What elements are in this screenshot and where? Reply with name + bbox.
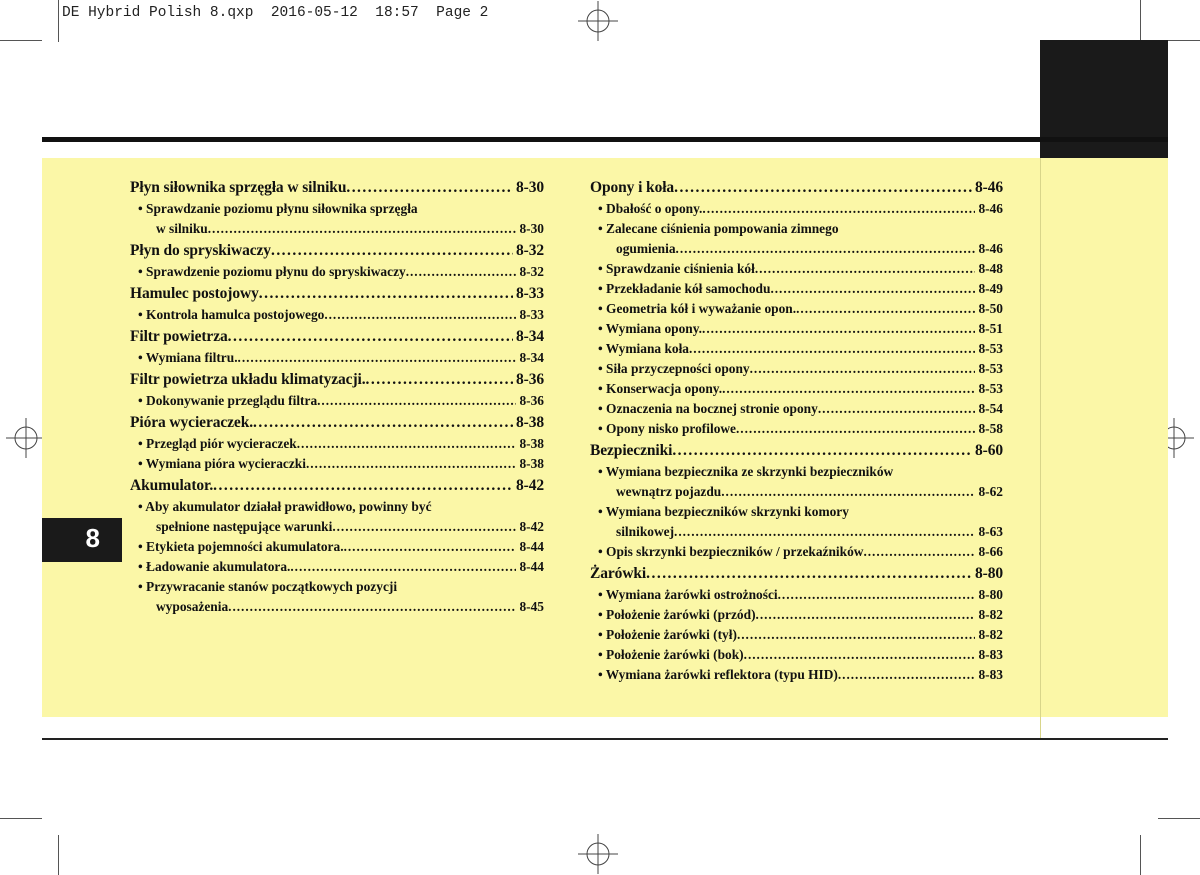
crop-mark — [1140, 835, 1141, 875]
toc-subentry[interactable] — [590, 199, 1003, 219]
dot-leader — [674, 176, 972, 199]
dot-leader — [646, 562, 972, 585]
corner-block — [1040, 40, 1168, 160]
toc-subentry[interactable] — [130, 557, 544, 577]
registration-mark-icon — [6, 418, 46, 458]
top-rule — [42, 137, 1168, 142]
toc-entry-title: • Położenie żarówki (bok) — [598, 647, 744, 662]
registration-mark-icon — [578, 834, 618, 874]
toc-column-left — [130, 176, 544, 617]
toc-page-number: 8-30 — [515, 179, 544, 196]
toc-entry-title: • Wymiana opony. — [598, 321, 703, 336]
toc-page-number: 8-45 — [519, 599, 544, 614]
toc-entry-title: • Przegląd piór wycieraczek — [138, 436, 297, 451]
toc-subentry[interactable] — [590, 605, 1003, 625]
toc-entry-title: • Dbałość o opony. — [598, 201, 703, 216]
toc-entry-title: Akumulator. — [130, 477, 214, 494]
toc-subentry[interactable] — [590, 482, 1003, 502]
toc-subentry[interactable] — [590, 419, 1003, 439]
toc-section-entry[interactable] — [130, 282, 544, 305]
toc-subentry[interactable] — [130, 434, 544, 454]
toc-entry-title: Opony i koła — [590, 179, 675, 196]
toc-page-number: 8-46 — [978, 201, 1003, 216]
toc-entry-title: • Konserwacja opony. — [598, 381, 723, 396]
toc-entry-title: w silniku — [156, 221, 208, 236]
dot-leader — [366, 368, 513, 391]
crop-mark — [0, 818, 42, 819]
toc-page-number: 8-33 — [519, 307, 544, 322]
toc-page-number: 8-42 — [515, 477, 544, 494]
toc-entry-title: • Wymiana koła — [598, 341, 690, 356]
dot-leader — [306, 454, 516, 474]
dot-leader — [238, 348, 517, 368]
toc-page-number: 8-46 — [978, 241, 1003, 256]
toc-subentry[interactable] — [130, 597, 544, 617]
chapter-number: 8 — [85, 523, 100, 553]
toc-entry-title: Filtr powietrza układu klimatyzacji. — [130, 371, 366, 388]
toc-entry-title: • Sprawdzanie poziomu płynu siłownika sprzęgła — [138, 201, 418, 216]
toc-page-number: 8-83 — [978, 647, 1003, 662]
toc-subentry[interactable] — [130, 454, 544, 474]
toc-entry-title: • Opis skrzynki bezpieczników / przekaźników — [598, 544, 864, 559]
toc-entry-title: • Sprawdzenie poziomu płynu do spryskiwaczy — [138, 264, 406, 279]
toc-entry-title: silnikowej — [616, 524, 675, 539]
toc-page-number: 8-38 — [519, 456, 544, 471]
dot-leader — [228, 597, 516, 617]
dot-leader — [259, 282, 513, 305]
toc-entry-title: ogumienia — [616, 241, 676, 256]
crop-mark — [58, 0, 59, 42]
toc-entry-title: • Oznaczenia na bocznej stronie opony — [598, 401, 818, 416]
dot-leader — [406, 262, 517, 282]
toc-entry-title: wyposażenia — [156, 599, 229, 614]
toc-entry-title: • Siła przyczepności opony — [598, 361, 750, 376]
toc-page-number: 8-62 — [978, 484, 1003, 499]
dot-leader — [324, 305, 516, 325]
toc-subentry[interactable] — [590, 359, 1003, 379]
toc-page-number: 8-32 — [519, 264, 544, 279]
toc-page-number: 8-32 — [515, 242, 544, 259]
toc-section-entry[interactable] — [590, 176, 1003, 199]
toc-entry-title: • Przekładanie kół samochodu — [598, 281, 771, 296]
dot-leader — [332, 517, 516, 537]
toc-section-entry[interactable] — [130, 176, 544, 199]
toc-page-number: 8-38 — [515, 414, 544, 431]
toc-entry-title: • Opony nisko profilowe — [598, 421, 737, 436]
dot-leader — [689, 339, 975, 359]
dot-leader — [271, 239, 513, 262]
toc-entry-title: spełnione następujące warunki — [156, 519, 333, 534]
dot-leader — [208, 219, 517, 239]
crop-mark — [0, 40, 42, 41]
toc-subentry[interactable] — [590, 239, 1003, 259]
toc-column-right — [590, 176, 1003, 685]
toc-entry-title: • Wymiana żarówki reflektora (typu HID) — [598, 667, 838, 682]
toc-entry-title: • Dokonywanie przeglądu filtra — [138, 393, 318, 408]
toc-page-number: 8-54 — [978, 401, 1003, 416]
toc-page-number: 8-46 — [974, 179, 1003, 196]
toc-subentry[interactable] — [130, 262, 544, 282]
toc-section-entry[interactable] — [590, 562, 1003, 585]
dot-leader — [672, 439, 972, 462]
toc-subentry[interactable] — [130, 348, 544, 368]
toc-page-number: 8-42 — [519, 519, 544, 534]
toc-section-entry[interactable] — [590, 439, 1003, 462]
toc-subentry[interactable] — [130, 305, 544, 325]
toc-entry-title: Hamulec postojowy — [130, 285, 259, 302]
dot-leader — [702, 199, 975, 219]
toc-subentry[interactable] — [130, 517, 544, 537]
toc-entry-title: • Wymiana bezpiecznika ze skrzynki bezpieczników — [598, 464, 894, 479]
toc-entry-title: • Sprawdzanie ciśnienia kół — [598, 261, 755, 276]
toc-page-number: 8-44 — [519, 539, 544, 554]
dot-leader — [744, 645, 976, 665]
toc-section-entry[interactable] — [130, 411, 544, 434]
chapter-tab — [42, 518, 122, 562]
toc-subentry[interactable] — [130, 391, 544, 411]
toc-subentry[interactable] — [590, 665, 1003, 685]
crop-mark — [1140, 0, 1141, 42]
toc-page-number: 8-53 — [978, 381, 1003, 396]
dot-leader — [750, 359, 976, 379]
toc-page-number: 8-36 — [519, 393, 544, 408]
toc-entry-title: • Wymiana bezpieczników skrzynki komory — [598, 504, 849, 519]
toc-subentry[interactable] — [590, 645, 1003, 665]
toc-subentry[interactable] — [590, 319, 1003, 339]
print-header: DE Hybrid Polish 8.qxp 2016-05-12 18:57 Page 2 — [62, 5, 489, 21]
dot-leader — [818, 399, 976, 419]
toc-entry-title: Filtr powietrza — [130, 328, 228, 345]
toc-section-entry[interactable] — [130, 239, 544, 262]
toc-subentry[interactable] — [590, 585, 1003, 605]
toc-page-number: 8-80 — [974, 565, 1003, 582]
toc-entry-title: Żarówki — [590, 565, 647, 582]
registration-mark-icon — [578, 1, 618, 41]
toc-entry-title: • Ładowanie akumulatora. — [138, 559, 291, 574]
toc-page-number: 8-83 — [978, 667, 1003, 682]
toc-page-number: 8-38 — [519, 436, 544, 451]
dot-leader — [676, 239, 976, 259]
toc-page-number: 8-50 — [978, 301, 1003, 316]
toc-subentry[interactable] — [130, 199, 544, 219]
toc-subentry[interactable] — [590, 502, 1003, 522]
toc-page-number: 8-48 — [978, 261, 1003, 276]
toc-subentry[interactable] — [130, 497, 544, 517]
toc-subentry[interactable] — [590, 259, 1003, 279]
dot-leader — [737, 625, 976, 645]
dot-leader — [297, 434, 517, 454]
toc-subentry[interactable] — [130, 219, 544, 239]
toc-entry-title: • Wymiana żarówki ostrożności — [598, 587, 778, 602]
margin-divider — [1040, 158, 1041, 738]
toc-subentry[interactable] — [590, 299, 1003, 319]
toc-page-number: 8-44 — [519, 559, 544, 574]
toc-page-number: 8-34 — [519, 350, 544, 365]
toc-page-number: 8-49 — [978, 281, 1003, 296]
dot-leader — [838, 665, 976, 685]
dot-leader — [770, 279, 975, 299]
toc-subentry[interactable] — [590, 279, 1003, 299]
toc-page-number: 8-53 — [978, 361, 1003, 376]
toc-entry-title: Płyn do spryskiwaczy — [130, 242, 271, 259]
toc-entry-title: Pióra wycieraczek. — [130, 414, 254, 431]
dot-leader — [756, 605, 976, 625]
toc-entry-title: • Wymiana pióra wycieraczki — [138, 456, 306, 471]
dot-leader — [721, 482, 975, 502]
toc-subentry[interactable] — [590, 462, 1003, 482]
toc-entry-title: • Zalecane ciśnienia pompowania zimnego — [598, 221, 839, 236]
dot-leader — [755, 259, 976, 279]
dot-leader — [213, 474, 513, 497]
toc-subentry[interactable] — [590, 542, 1003, 562]
toc-page-number: 8-30 — [519, 221, 544, 236]
toc-page-number: 8-34 — [515, 328, 544, 345]
toc-page-number: 8-66 — [978, 544, 1003, 559]
toc-page-number: 8-53 — [978, 341, 1003, 356]
toc-page-number: 8-58 — [978, 421, 1003, 436]
toc-entry-title: • Przywracanie stanów początkowych pozycji — [138, 579, 398, 594]
dot-leader — [317, 391, 516, 411]
toc-page-number: 8-82 — [978, 627, 1003, 642]
toc-entry-title: • Wymiana filtru. — [138, 350, 238, 365]
dot-leader — [674, 522, 975, 542]
toc-subentry[interactable] — [590, 522, 1003, 542]
toc-entry-title: • Kontrola hamulca postojowego — [138, 307, 325, 322]
toc-entry-title: Płyn siłownika sprzęgła w silniku — [130, 179, 347, 196]
dot-leader — [722, 379, 975, 399]
bottom-rule — [42, 738, 1168, 740]
toc-entry-title: • Położenie żarówki (tył) — [598, 627, 737, 642]
toc-subentry[interactable] — [130, 577, 544, 597]
dot-leader — [736, 419, 975, 439]
toc-entry-title: wewnątrz pojazdu — [616, 484, 722, 499]
dot-leader — [863, 542, 975, 562]
toc-page-number: 8-82 — [978, 607, 1003, 622]
toc-subentry[interactable] — [590, 219, 1003, 239]
toc-subentry[interactable] — [590, 625, 1003, 645]
toc-page-number: 8-80 — [978, 587, 1003, 602]
toc-subentry[interactable] — [590, 339, 1003, 359]
dot-leader — [346, 176, 513, 199]
toc-page-number: 8-60 — [974, 442, 1003, 459]
dot-leader — [778, 585, 976, 605]
toc-subentry[interactable] — [590, 399, 1003, 419]
crop-mark — [1158, 818, 1200, 819]
dot-leader — [702, 319, 975, 339]
dot-leader — [228, 325, 513, 348]
toc-page-number: 8-63 — [978, 524, 1003, 539]
toc-page-number: 8-33 — [515, 285, 544, 302]
toc-section-entry[interactable] — [130, 368, 544, 391]
dot-leader — [290, 557, 516, 577]
crop-mark — [58, 835, 59, 875]
toc-entry-title: • Etykieta pojemności akumulatora. — [138, 539, 344, 554]
dot-leader — [253, 411, 513, 434]
toc-page-number: 8-51 — [978, 321, 1003, 336]
toc-entry-title: • Położenie żarówki (przód) — [598, 607, 756, 622]
toc-section-entry[interactable] — [130, 474, 544, 497]
toc-page-number: 8-36 — [515, 371, 544, 388]
toc-entry-title: • Geometria kół i wyważanie opon. — [598, 301, 797, 316]
dot-leader — [344, 537, 517, 557]
toc-entry-title: Bezpieczniki — [590, 442, 673, 459]
toc-section-entry[interactable] — [130, 325, 544, 348]
toc-entry-title: • Aby akumulator działał prawidłowo, powinny być — [138, 499, 432, 514]
dot-leader — [796, 299, 975, 319]
toc-subentry[interactable] — [590, 379, 1003, 399]
toc-subentry[interactable] — [130, 537, 544, 557]
